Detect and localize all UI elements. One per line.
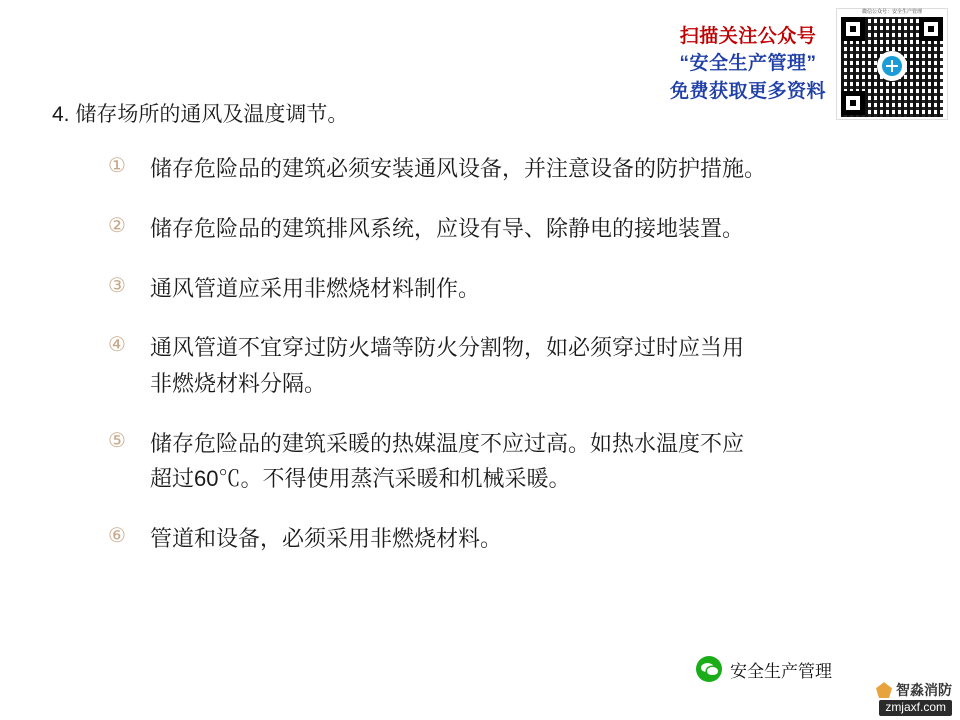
footer-account-name: 安全生产管理 bbox=[730, 661, 832, 681]
promo-line-1: 扫描关注公众号 bbox=[679, 25, 817, 47]
list-item-line-1: 储存危险品的建筑采暖的热媒温度不应过高。如热水温度不应 bbox=[150, 430, 745, 456]
list-item-line-1: 通风管道不宜穿过防火墙等防火分割物，如必须穿过时应当用 bbox=[150, 335, 745, 361]
qr-center-logo-icon bbox=[877, 51, 907, 81]
list-item-text: 储存危险品的建筑必须安装通风设备，并注意设备的防护措施。 bbox=[150, 156, 767, 182]
qr-finder-top-right bbox=[919, 17, 943, 41]
promo-line-3: 免费获取更多资料 bbox=[669, 80, 826, 102]
watermark-name: 智淼消防 bbox=[896, 682, 952, 699]
list-item bbox=[0, 426, 960, 497]
list-item-text: 管道和设备，必须采用非燃烧材料。 bbox=[150, 525, 503, 551]
list-item bbox=[0, 330, 960, 401]
qr-finder-top-left bbox=[841, 17, 865, 41]
numbered-list bbox=[0, 151, 960, 556]
list-item-marker: ④ bbox=[108, 334, 126, 357]
watermark bbox=[876, 682, 952, 716]
list-item bbox=[0, 151, 960, 187]
list-item-text: 通风管道应采用非燃烧材料制作。 bbox=[150, 275, 481, 301]
list-item-marker: ③ bbox=[108, 274, 126, 297]
list-item bbox=[0, 271, 960, 307]
list-item-text bbox=[150, 426, 960, 497]
shield-logo-icon bbox=[876, 682, 892, 698]
list-item-marker: ⑥ bbox=[108, 524, 126, 547]
slide-content bbox=[0, 100, 960, 580]
list-item-line-2: 非燃烧材料分隔。 bbox=[150, 370, 327, 396]
qr-caption: 微信公众号：安全生产管理 bbox=[861, 9, 922, 15]
watermark-url: zmjaxf.com bbox=[879, 700, 952, 716]
list-item-marker: ② bbox=[108, 215, 126, 238]
list-item bbox=[0, 211, 960, 247]
watermark-brand bbox=[876, 682, 952, 698]
footer-account bbox=[696, 656, 832, 682]
list-item-line-2: 超过60℃。不得使用蒸汽采暖和机械采暖。 bbox=[150, 466, 571, 492]
page-title: 4. 储存场所的通风及温度调节。 bbox=[52, 103, 349, 126]
wechat-icon bbox=[696, 656, 722, 682]
list-item-marker: ⑤ bbox=[108, 429, 126, 452]
list-item-text bbox=[150, 330, 960, 401]
list-item-text: 储存危险品的建筑排风系统，应设有导、除静电的接地装置。 bbox=[150, 216, 745, 242]
list-item bbox=[0, 521, 960, 557]
list-item-marker: ① bbox=[108, 155, 126, 178]
promo-line-2: “安全生产管理” bbox=[679, 53, 817, 75]
